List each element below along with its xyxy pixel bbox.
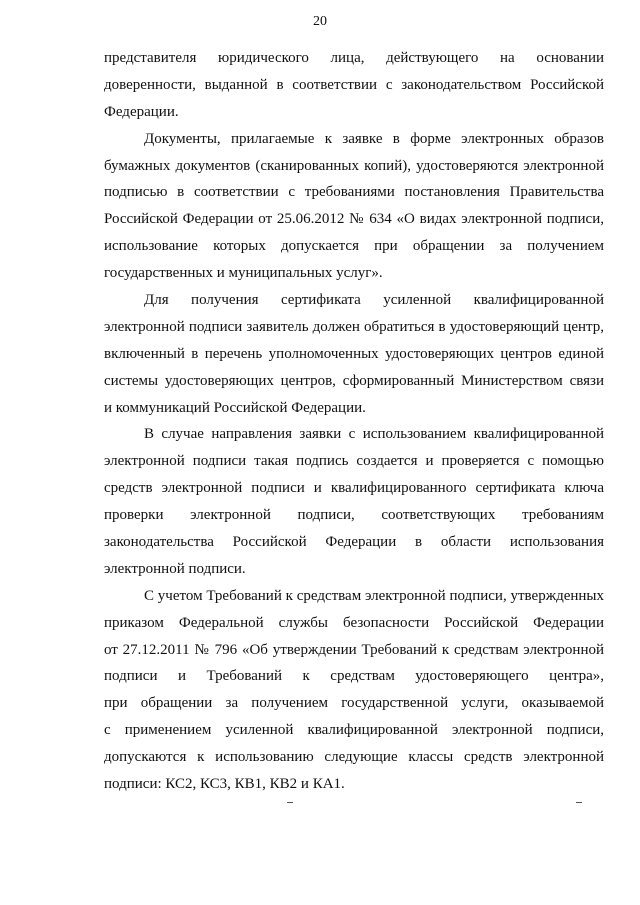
paragraph-signature-verification [104,421,604,582]
text-line: Российской Федерации от 25.06.2012 № 634 «О видах электронной подписи, [104,211,604,228]
paragraph-representative [104,45,604,126]
text-line: с применением усиленной квалифицированной электронной подписи, [104,722,604,739]
text-line: В случае направления заявки с использованием квалифицированной [144,426,604,443]
text-line: приказом Федеральной службы безопасности Российской Федерации [104,614,604,631]
text-line: электронной подписи. [104,560,246,577]
text-line: представителя юридического лица, действующего на основании [104,50,604,66]
text-line: Для получения сертификата усиленной квалифицированной [144,292,604,309]
text-line: Федерации. [104,103,179,120]
text-line: от 27.12.2011 № 796 «Об утверждении Требований к средствам электронной [104,641,604,658]
document-body [104,45,604,798]
text-line: использование которых допускается при обращении за получением [104,238,604,255]
text-line: государственных и муниципальных услуг». [104,265,383,282]
text-line: допускаются к использованию следующие классы средств электронной [104,749,604,766]
text-line: подписи: КС2, КС3, КВ1, КВ2 и КА1. [104,776,345,793]
paragraph-documents [104,126,604,287]
text-line: подписи и Требований к средствам удостоверяющего центра», [104,668,604,685]
text-line: электронной подписи заявитель должен обратиться в удостоверяющий центр, [104,318,604,335]
paragraph-fsb-requirements [104,583,604,798]
text-line: Документы, прилагаемые к заявке в форме электронных образов [144,130,604,147]
text-line: доверенности, выданной в соответствии с законодательством Российской [104,76,604,93]
text-line: при обращении за получением государственной услуги, оказываемой [104,695,604,712]
text-line: системы удостоверяющих центров, сформированный Министерством связи [104,372,604,389]
text-line: средств электронной подписи и квалифицированного сертификата ключа [104,480,604,497]
paragraph-certificate [104,287,604,421]
text-line: С учетом Требований к средствам электронной подписи, утвержденных [144,587,604,604]
text-line: и коммуникаций Российской Федерации. [104,399,366,416]
text-line: бумажных документов (сканированных копий), удостоверяются электронной [104,157,604,174]
text-line: проверки электронной подписи, соответствующих требованиям [104,507,604,524]
scan-mark [576,802,582,803]
scan-mark [287,802,293,803]
text-line: законодательства Российской Федерации в области использования [104,534,604,551]
text-line: подписью в соответствии с требованиями постановления Правительства [104,184,604,201]
text-line: включенный в перечень уполномоченных удостоверяющих центров единой [104,345,604,362]
text-line: электронной подписи такая подпись создается и проверяется с помощью [104,453,604,470]
page-number: 20 [313,14,327,29]
